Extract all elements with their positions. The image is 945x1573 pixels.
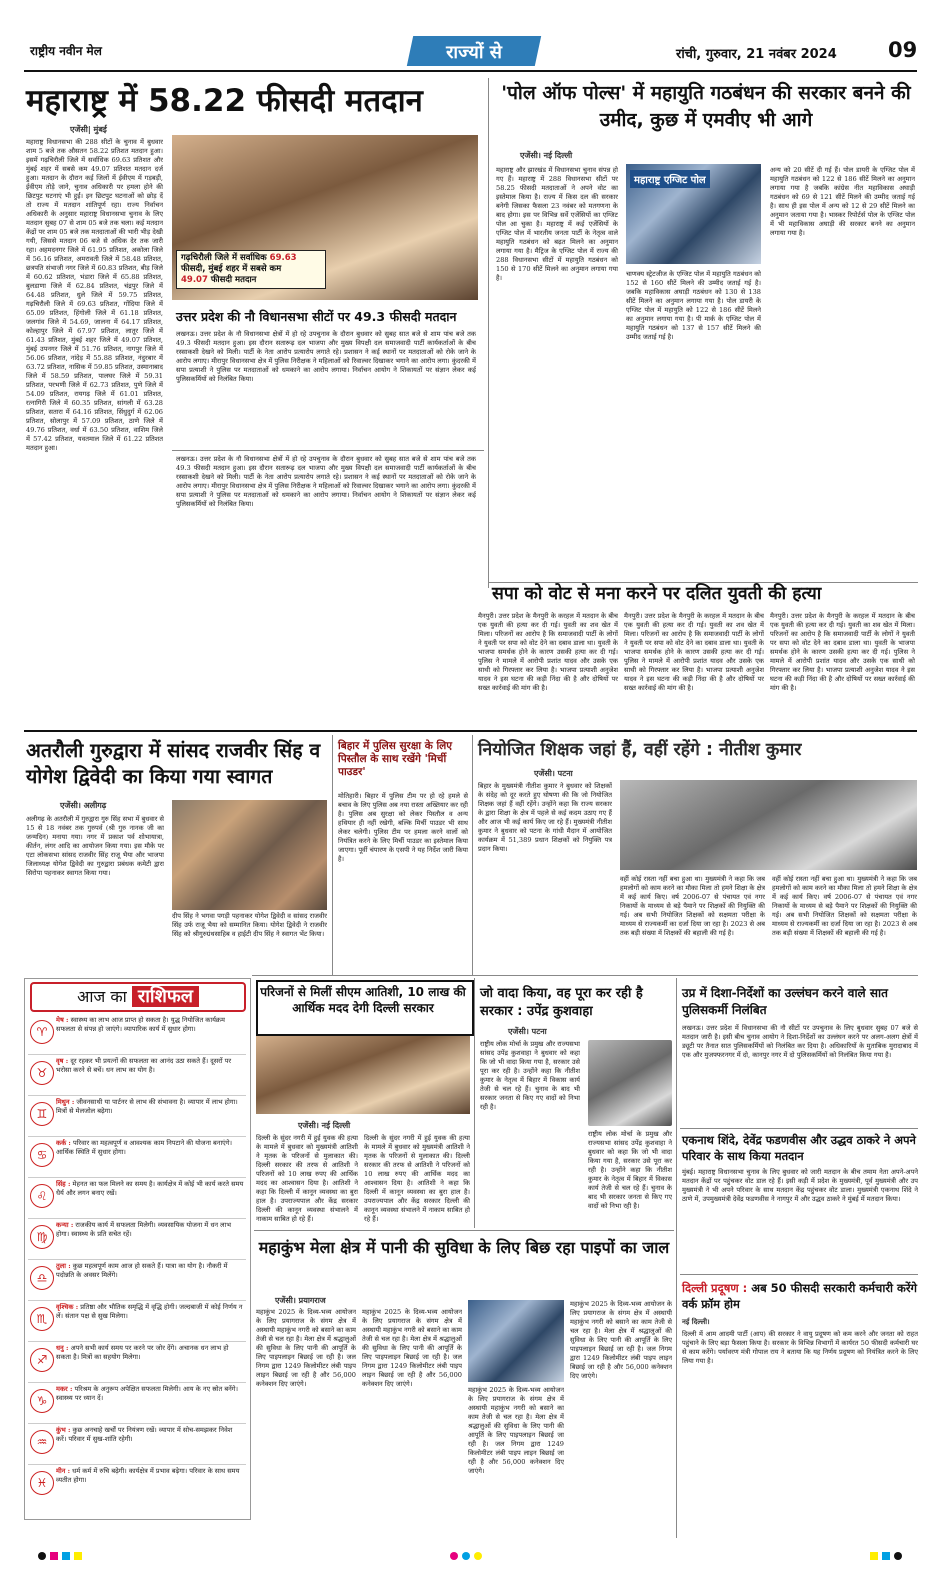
story-body-col2: वहीं कोई रास्ता नहीं बचा हुआ था। मुख्यमंत्री ने कहा कि जब हमलोगों को काम करने का मौका मिला तो हमने शिक्षा के क्षेत्र में कई कार्य किए। वर्ष 2006-07 से पंचायत एवं नगर निकायों के माध्यम से बड़े पैमाने पर शिक्षकों की नियुक्ति की गई। अब सभी नियोजित शिक्षकों को सक्षमता परीक्षा के माध्यम से राज्यकर्मी का दर्जा दिया जा रहा है। 2023 से अब तक बड़ी संख्या में शिक्षकों की बहाली की गई है।	[620, 875, 765, 937]
story-body-col4: महाकुंभ 2025 के दिव्य-भव्य आयोजन के लिए प्रयागराज के संगम क्षेत्र में अस्थायी महाकुंभ नगरी को बसाने का काम तेजी से चल रहा है। मेला क्षेत्र में श्रद्धालुओं की सुविधा के लिए पानी की आपूर्ति के लिए पाइपलाइन बिछाई जा रही है। जल निगम द्वारा 1249 किलोमीटर लंबी पाइप लाइन बिछाई जा रही है और 56,000 कनेक्शन दिए जाएंगे।	[570, 1300, 672, 1380]
story-body-continued: दीप सिंह ने भगवा पगड़ी पहनाकर योगेश द्विवेदी व सांसद राजवीर सिंह उर्फ राजू भैया को सम्मानित किया। योगेश द्विवेदी ने राजवीर सिंह को श्रीगुरुग्रंथसाहिब व हाईटी दीप सिंह ने स्वागत भेंट किया।	[172, 912, 327, 938]
rashi-text: दूर रहकर भी प्रयत्नों की सफलता का आनंद उठा सकते हैं। दूसरों पर भरोसा करने से बचें। धन लाभ का योग है।	[56, 1057, 232, 1074]
headline: बिहार में पुलिस सुरक्षा के लिए पिस्तौल के साथ रखेंगे 'मिर्ची पाउडर'	[338, 740, 453, 778]
headline: 'पोल ऑफ पोल्स' में महायुति गठबंधन की सरकार बनने की उमीद, कुछ में एमवीए भी आगे	[501, 82, 911, 131]
column-divider	[676, 978, 677, 1538]
gurudwara-photo	[172, 800, 327, 910]
rashi-name: सिंह :	[56, 1180, 71, 1188]
rashi-name: तुला :	[56, 1262, 71, 1270]
caption-line2: फीसदी, मुंबई शहर में सबसे कम	[181, 264, 282, 274]
story-body-col2: चाणक्य स्ट्रेटजीज के एग्जिट पोल में महायुति गठबंधन को 152 से 160 सीटें मिलने की उम्मीद जताई गई है। जबकि महाविकास अघाड़ी गठबंधन को 130 से 138 सीटें मिलने का अनुमान लगाया गया है। पोल डायरी के एग्जिट पोल में महायुति को 122 से 186 सीटें मिलने का अनुमान लगाया गया है। पी मार्क के एग्जिट पोल में महायुति गठबंधन को 137 से 157 सीटें मिलने की उम्मीद जताई गई है।	[626, 270, 761, 341]
rashi-divider	[28, 1177, 246, 1178]
rashi-divider	[28, 1423, 246, 1424]
headline-text: अब 50 फीसदी सरकारी कर्मचारी करेंगे वर्क फ्रॉम होम	[682, 1281, 918, 1311]
byline: एजेंसी| मुंबई	[70, 125, 107, 134]
delhi-wfh-body: दिल्ली में आम आदमी पार्टी (आप) की सरकार ने वायु प्रदूषण को कम करने और जनता को राहत पहुंचाने के लिए बड़ा फैसला किया है। सरकार के विभिन्न विभागों में कार्यरत 50 फीसदी कर्मचारी घर से काम करेंगे। पर्यावरण मंत्री गोपाल राय ने बताया कि यह निर्णय प्रदूषण को नियंत्रित करने के लिए लिया गया है।	[682, 1330, 918, 1365]
rashi-sign-icon: ♊	[30, 1102, 54, 1126]
rashi-entry	[56, 1467, 244, 1504]
rashi-name: मीन :	[56, 1467, 71, 1475]
rashi-divider	[28, 1136, 246, 1137]
divider	[680, 1274, 918, 1275]
headline: उप्र में दिशा-निर्देशों का उल्लंघन करने वाले सात पुलिसकर्मी निलंबित	[682, 986, 888, 1017]
headline: उत्तर प्रदेश की नौ विधानसभा सीटों पर 49.3 फीसदी मतदान	[176, 309, 457, 324]
rashi-name: मिथुन :	[56, 1098, 75, 1106]
caption-line3: फीसदी मतदान	[210, 275, 257, 285]
rashi-text: स्वास्थ्य का लाभ आज प्राप्त हो सकता है। युद्ध नियोजित कार्यक्रम सफलता से संपन्न हो जाएंगे। व्यापारिक कार्य में सुधार होगा।	[56, 1016, 225, 1033]
story-body: महाराष्ट्र विधानसभा की 288 सीटों के चुनाव में बुधवार शाम 5 बजे तक औसतन 58.22 प्रतिशत मतदान हुआ। इसमें गढ़चिरौली जिले में सर्वाधिक 69.63 प्रतिशत और मुंबई शहर में सबसे कम 49.07 प्रतिशत मतदान दर्ज हुआ। मतदान के दौरान कई जिलों में ईवीएम में गड़बड़ी, ईवीएम तोड़े जाने, चुनाव अधिकारी पर हमला होने की छिटपुट घटनाएं भी हुईं। इन छिटपुट घटनाओं को छोड़ दें तो राज्य में मतदान शांतिपूर्ण रहा। राज्य निर्वाचन अधिकारी के अनुसार महाराष्ट्र विधानसभा चुनाव के लिए मतदान सुबह 07 से शाम 05 बजे तक चला। कई मतदान केंद्रों पर शाम 05 बजे तक मतदाताओं की भारी भीड़ देखी गयी, जिससे मतदान 06 बजे से अधिक देर तक जारी रहा। अहमदनगर जिले में 61.95 प्रतिशत, अकोला जिले में 56.16 प्रतिशत, अमरावती जिले में 58.48 प्रतिशत, छत्रपति संभाजी नगर जिले में 60.83 प्रतिशत, बीड़ जिले में 60.62 प्रतिशत, भंडारा जिले में 65.88 प्रतिशत, बुलडाणा जिले में 62.84 प्रतिशत, चंद्रपुर जिले में 64.48 प्रतिशत, धुले जिले में 59.75 प्रतिशत, गढ़चिरौली जिले में 69.63 प्रतिशत, गोंदिया जिले में 65.09 प्रतिशत, हिंगोली जिले में 61.18 प्रतिशत, जलगांव जिले में 54.69, जालना में 64.17 प्रतिशत, कोल्हापुर जिले में 67.97 प्रतिशत, लातूर जिले में 61.43 प्रतिशत, मुंबई शहर जिले में 49.07 प्रतिशत, मुंबई उपनगर जिले में 51.76 प्रतिशत, नागपुर जिले में 56.06 प्रतिशत, नांदेड़ में 55.88 प्रतिशत, नंदुरबार में 63.72 प्रतिशत, नासिक में 59.85 प्रतिशत, उस्मानाबाद जिले में 58.59 प्रतिशत, पालघर जिले में 59.31 प्रतिशत, परभणी जिले में 62.73 प्रतिशत, पुणे जिले में 54.09 प्रतिशत, रायगढ़ जिले में 61.01 प्रतिशत, रत्नागिरी जिले में 60.35 प्रतिशत, सांगली में 63.28 प्रतिशत, सतारा में 64.16 प्रतिशत, सिंधुदुर्ग में 62.06 प्रतिशत, सोलापुर में 57.09 प्रतिशत, ठाणे जिले में 49.76 प्रतिशत, वर्धा में 63.50 प्रतिशत, वाशिम जिले में 57.42 प्रतिशत, यवतमाल जिले में 61.22 प्रतिशत मतदान हुआ।	[26, 138, 163, 452]
story-body: बिहार के मुख्यमंत्री नीतीश कुमार ने बुधवार को शिक्षकों के संदेह को दूर करते हुए घोषणा की कि जो नियोजित शिक्षक जहां हैं वहीं रहेंगे। उन्होंने कहा कि राज्य सरकार के द्वारा शिक्षा के क्षेत्र में पहले से कई कदम उठाए गए हैं और आज भी कई कार्य किए जा रहे हैं। मुख्यमंत्री नीतीश कुमार ने बुधवार को पटना के गांधी मैदान में आयोजित कार्यक्रम में 51,389 प्रधान शिक्षकों को नियुक्ति पत्र प्रदान किया।	[478, 782, 612, 853]
rashi-text: कुछ अनचाहे खर्चों पर नियंत्रण रखें। व्यापार में सोच-समझकर निवेश करें। परिवार में सुख-शांति रहेगी।	[56, 1426, 233, 1443]
byline: एजेंसी। अलीगढ़	[60, 801, 107, 810]
nitish-event-photo	[620, 780, 917, 870]
rashi-sign-icon: ♍	[30, 1225, 54, 1249]
rashi-sign-icon: ♉	[30, 1061, 54, 1085]
rashi-divider	[28, 1464, 246, 1465]
story-body-col1: महाकुंभ 2025 के दिव्य-भव्य आयोजन के लिए प्रयागराज के संगम क्षेत्र में अस्थायी महाकुंभ नगरी को बसाने का काम तेजी से चल रहा है। मेला क्षेत्र में श्रद्धालुओं की सुविधा के लिए पानी की आपूर्ति के लिए पाइपलाइन बिछाई जा रही है। जल निगम द्वारा 1249 किलोमीटर लंबी पाइप लाइन बिछाई जा रही है और 56,000 कनेक्शन दिए जाएंगे।	[256, 1308, 356, 1388]
rashi-sign-icon: ♈	[30, 1020, 54, 1044]
headline: जो वादा किया, वह पूरा कर रही है सरकार : उपेंद्र कुशवाहा	[480, 986, 643, 1019]
headline-prefix: दिल्ली प्रदूषण :	[682, 1281, 748, 1295]
kushwaha-photo	[588, 1040, 672, 1126]
reg-mark	[50, 1552, 58, 1560]
rashi-name: कुंभ :	[56, 1426, 71, 1434]
rashi-text: कुछ महत्वपूर्ण काम आज हो सकते हैं। यात्रा का योग है। नौकरी में पदोन्नति के अवसर मिलेंगे।	[56, 1262, 228, 1279]
rashi-sign-icon: ♓	[30, 1471, 54, 1495]
rashi-text: धर्म कर्म में रुचि बढ़ेगी। कार्यक्षेत्र में प्रभाव बढ़ेगा। परिवार के साथ समय व्यतीत होगा।	[56, 1467, 240, 1484]
rashi-name: वृष :	[56, 1057, 69, 1065]
byline: नई दिल्ली।	[682, 1318, 710, 1326]
rashi-text: अपने सभी कार्य समय पर करने पर जोर देंगे। अचानक धन लाभ हो सकता है। मित्रों का सहयोग मिलेगा।	[56, 1344, 229, 1361]
graphic-label: महाराष्ट्र एग्जिट पोल	[630, 170, 710, 188]
rashi-divider	[28, 1259, 246, 1260]
rashifal-main: राशिफल	[132, 986, 199, 1007]
headline: अतरौली गुरुद्वारा में सांसद राजवीर सिंह व योगेश द्विवेदी का किया गया स्वागत	[26, 739, 321, 788]
rashi-entry	[56, 1426, 244, 1463]
caption-num1: 69.63	[269, 253, 297, 263]
rashi-sign-icon: ♌	[30, 1184, 54, 1208]
rashifal-prefix: आज का	[77, 987, 127, 1006]
reg-mark	[870, 1552, 878, 1560]
rashi-divider	[28, 1382, 246, 1383]
rashi-text: परिवार का महत्वपूर्ण व आवश्यक काम निपटाने की योजना बनाएंगे। आर्थिक स्थिति में सुधार होगा।	[56, 1139, 233, 1156]
rashi-name: कन्या :	[56, 1221, 74, 1229]
reg-mark	[462, 1552, 470, 1560]
caption-num2: 49.07	[181, 275, 208, 285]
byline: एजेंसी। पटना	[534, 769, 573, 778]
rashi-text: राजकीय कार्य में सफलता मिलेगी। व्यवसायिक योजना में धन लाभ होगा। स्वास्थ्य के प्रति सचेत रहें।	[56, 1221, 231, 1238]
delhi-wfh-headline	[682, 1280, 918, 1312]
rashi-divider	[28, 1218, 246, 1219]
rashi-entry	[56, 1057, 244, 1094]
story-body-col2: महाकुंभ 2025 के दिव्य-भव्य आयोजन के लिए प्रयागराज के संगम क्षेत्र में अस्थायी महाकुंभ नगरी को बसाने का काम तेजी से चल रहा है। मेला क्षेत्र में श्रद्धालुओं की सुविधा के लिए पानी की आपूर्ति के लिए पाइपलाइन बिछाई जा रही है। जल निगम द्वारा 1249 किलोमीटर लंबी पाइप लाइन बिछाई जा रही है और 56,000 कनेक्शन दिए जाएंगे।	[362, 1308, 462, 1388]
byline: एजेंसी। नई दिल्ली	[298, 1121, 351, 1130]
story-body-col3: मैनपुरी। उत्तर प्रदेश के मैनपुरी के करहल में मतदान के बीच एक युवती की हत्या कर दी गई। युवती का शव खेत में मिला। परिजनों का आरोप है कि समाजवादी पार्टी के लोगों ने युवती पर सपा को वोट देने का दबाव डाला था। युवती के भाजपा समर्थक होने के कारण उसकी हत्या कर दी गई। पुलिस ने मामले में आरोपी प्रशांत यादव और उसके एक साथी को गिरफ्तार कर लिया है। भाजपा प्रत्याशी अनुजेश यादव ने इस घटना की कड़ी निंदा की है और दोषियों पर सख्त कार्रवाई की मांग की है।	[770, 612, 915, 692]
atishi-photo	[256, 1036, 470, 1114]
paper-name: राष्ट्रीय नवीन मेल	[30, 44, 102, 58]
rashi-divider	[28, 1300, 246, 1301]
story-body-col1: महाराष्ट्र और झारखंड में विधानसभा चुनाव संपन्न हो गए हैं। महाराष्ट्र में 288 विधानसभा सीटों पर 58.25 फीसदी मतदाताओं ने अपने वोट का इस्तेमाल किया है। राज्य में किस दल की सरकार बनेगी जिसका फैसला 23 नवंबर को मतगणना के बाद होगा। इस पर विभिन्न सर्वे एजेंसियों का एग्जिट पोल आ चुका है। महाराष्ट्र में कई एजेंसियों के एग्जिट पोल में भारतीय जनता पार्टी के नेतृत्व वाले महायुति गठबंधन को बढ़त मिलने का अनुमान लगाया गया है। मैट्रिज के एग्जिट पोल में राज्य की 288 विधानसभा सीटों में महायुति गठबंधन को 150 से 170 सीटें मिलने का अनुमान लगाया गया है।	[496, 166, 618, 282]
headline: सपा को वोट से मना करने पर दलित युवती की हत्या	[492, 584, 822, 604]
shinde-headline: एकनाथ शिंदे, देवेंद्र फडणवीस और उद्धव ठाकरे ने अपने परिवार के साथ किया मतदान	[682, 1133, 916, 1163]
story-body-continued: लखनऊ। उत्तर प्रदेश के नौ विधानसभा क्षेत्रों में हो रहे उपचुनाव के दौरान बुधवार को सुबह सात बजे से शाम पांच बजे तक 49.3 फीसदी मतदान हुआ। इस दौरान सतारूढ़ दल भाजपा और मुख्य विपक्षी दल समाजवादी पार्टी कार्यकर्ताओं के बीच रस्साकशी देखने को मिली। पार्टी के नेता आरोप प्रत्यारोप लगाते रहे। प्रशासन ने कई स्थानों पर मतदाताओं को रोके जाने के आरोप लगाए। मीरापुर विधानसभा क्षेत्र में पुलिस निरीक्षक ने महिलाओं को रिवाल्वर दिखाकर भगाने का आरोप लगा। कुंदरकी में सपा प्रत्याशी ने पुलिस पर मतदाताओं को धमकाने का आरोप लगाया। निर्वाचन आयोग ने शिकायतों पर संज्ञान लेकर कई पुलिसकर्मियों को निलंबित किया।	[176, 455, 476, 508]
rashi-entry	[56, 1385, 244, 1422]
rashi-name: धनु :	[56, 1344, 69, 1352]
reg-mark	[62, 1552, 70, 1560]
story-body-col2: दिल्ली के सुंदर नगरी में हुई युवक की हत्या के मामले में बुधवार को मुख्यमंत्री आतिशी ने मृतक के परिजनों से मुलाकात की। दिल्ली सरकार की तरफ से आतिशी ने परिजनों को 10 लाख रुपए की आर्थिक मदद का आश्वासन दिया है। आतिशी ने कहा कि दिल्ली में कानून व्यवस्था का बुरा हाल है। उपराज्यपाल और केंद्र सरकार दिल्ली की कानून व्यवस्था संभालने में नाकाम साबित हो रहे हैं।	[364, 1134, 470, 1223]
rashi-entry	[56, 1344, 244, 1381]
story-body-col3: वहीं कोई रास्ता नहीं बचा हुआ था। मुख्यमंत्री ने कहा कि जब हमलोगों को काम करने का मौका मिला तो हमने शिक्षा के क्षेत्र में कई कार्य किए। वर्ष 2006-07 से पंचायत एवं नगर निकायों के माध्यम से बड़े पैमाने पर शिक्षकों की नियुक्ति की गई। अब सभी नियोजित शिक्षकों को सक्षमता परीक्षा के माध्यम से राज्यकर्मी का दर्जा दिया जा रहा है। 2023 से अब तक बड़ी संख्या में शिक्षकों की बहाली की गई है।	[772, 875, 917, 937]
rashi-sign-icon: ♑	[30, 1389, 54, 1413]
rashi-name: वृश्चिक :	[56, 1303, 79, 1311]
rashifal-title	[30, 982, 246, 1012]
story-body-col1: मैनपुरी। उत्तर प्रदेश के मैनपुरी के करहल में मतदान के बीच एक युवती की हत्या कर दी गई। युवती का शव खेत में मिला। परिजनों का आरोप है कि समाजवादी पार्टी के लोगों ने युवती पर सपा को वोट देने का दबाव डाला था। युवती के भाजपा समर्थक होने के कारण उसकी हत्या कर दी गई। पुलिस ने मामले में आरोपी प्रशांत यादव और उसके एक साथी को गिरफ्तार कर लिया है। भाजपा प्रत्याशी अनुजेश यादव ने इस घटना की कड़ी निंदा की है और दोषियों पर सख्त कार्रवाई की मांग की है।	[478, 612, 618, 692]
rashi-text: जीवनसाथी या पार्टनर से लाभ की संभावना है। व्यापार में लाभ होगा। मित्रों से मेलजोल बढ़ेगा।	[56, 1098, 238, 1115]
story-body-col2: मैनपुरी। उत्तर प्रदेश के मैनपुरी के करहल में मतदान के बीच एक युवती की हत्या कर दी गई। युवती का शव खेत में मिला। परिजनों का आरोप है कि समाजवादी पार्टी के लोगों ने युवती पर सपा को वोट देने का दबाव डाला था। युवती के भाजपा समर्थक होने के कारण उसकी हत्या कर दी गई। पुलिस ने मामले में आरोपी प्रशांत यादव और उसके एक साथी को गिरफ्तार कर लिया है। भाजपा प्रत्याशी अनुजेश यादव ने इस घटना की कड़ी निंदा की है और दोषियों पर सख्त कार्रवाई की मांग की है।	[624, 612, 764, 692]
caption-line1: गढ़चिरौली जिले में सर्वाधिक	[181, 253, 267, 263]
divider	[488, 582, 918, 583]
shinde-body: मुंबई। महाराष्ट्र विधानसभा चुनाव के लिए बुधवार को जारी मतदान के बीच तमाम नेता अपने-अपने मतदान केंद्रों पर पहुंचकर वोट डाल रहे हैं। इसी कड़ी में प्रदेश के मुख्यमंत्री, पूर्व मुख्यमंत्री और उप मुख्यमंत्री ने भी अपने परिवार के साथ मतदान केंद्र पहुंचकर वोट डाला। मुख्यमंत्री एकनाथ शिंदे ने ठाणे में, उपमुख्यमंत्री देवेंद्र फडणवीस ने नागपुर में और उद्धव ठाकरे ने मुंबई में मतदान किया।	[682, 1168, 918, 1203]
reg-mark	[474, 1552, 482, 1560]
headline: महाकुंभ मेला क्षेत्र में पानी की सुविधा के लिए बिछ रहा पाइपों का जाल	[258, 1238, 670, 1257]
column-divider	[488, 78, 489, 588]
reg-mark	[882, 1552, 890, 1560]
column-divider	[332, 735, 333, 975]
section-rule	[24, 730, 917, 732]
rashi-text: मेहनत का फल मिलने का समय है। कार्यक्षेत्र में कोई भी कार्य करते समय धैर्य और लगन बनाए रखें।	[56, 1180, 244, 1197]
divider	[254, 1230, 674, 1231]
headline: नियोजित शिक्षक जहां हैं, वहीं रहेंगे : नीतीश कुमार	[478, 740, 802, 760]
rashi-divider	[28, 1341, 246, 1342]
headline: परिजनों से मिलीं सीएम आतिशी, 10 लाख की आर्थिक मदद देगी दिल्ली सरकार	[260, 985, 466, 1015]
column-divider	[474, 978, 475, 1228]
rashi-name: मेष :	[56, 1016, 69, 1024]
rashi-entry	[56, 1180, 244, 1217]
rashi-entry	[56, 1262, 244, 1299]
rashi-divider	[28, 1054, 246, 1055]
rashi-name: मकर :	[56, 1385, 73, 1393]
water-pipe-photo	[468, 1300, 564, 1382]
masthead-rule	[24, 70, 917, 72]
rashi-entry	[56, 1139, 244, 1176]
headline: महाराष्ट्र में 58.22 फीसदी मतदान	[26, 83, 423, 119]
reg-mark	[74, 1552, 82, 1560]
story-body-col1: दिल्ली के सुंदर नगरी में हुई युवक की हत्या के मामले में बुधवार को मुख्यमंत्री आतिशी ने मृतक के परिजनों से मुलाकात की। दिल्ली सरकार की तरफ से आतिशी ने परिजनों को 10 लाख रुपए की आर्थिक मदद का आश्वासन दिया है। आतिशी ने कहा कि दिल्ली में कानून व्यवस्था का बुरा हाल है। उपराज्यपाल और केंद्र सरकार दिल्ली की कानून व्यवस्था संभालने में नाकाम साबित हो रहे हैं।	[256, 1134, 358, 1223]
story-body: लखनऊ। उत्तर प्रदेश के नौ विधानसभा क्षेत्रों में हो रहे उपचुनाव के दौरान बुधवार को सुबह सात बजे से शाम पांच बजे तक 49.3 फीसदी मतदान हुआ। इस दौरान सतारूढ़ दल भाजपा और मुख्य विपक्षी दल समाजवादी पार्टी कार्यकर्ताओं के बीच रस्साकशी देखने को मिली। पार्टी के नेता आरोप प्रत्यारोप लगाते रहे। प्रशासन ने कई स्थानों पर मतदाताओं को रोके जाने के आरोप लगाए। मीरापुर विधानसभा क्षेत्र में पुलिस निरीक्षक ने महिलाओं को रिवाल्वर दिखाकर भगाने का आरोप लगा। कुंदरकी में सपा प्रत्याशी ने पुलिस पर मतदाताओं को धमकाने का आरोप लगाया। निर्वाचन आयोग ने शिकायतों पर संज्ञान लेकर कई पुलिसकर्मियों को निलंबित किया।	[176, 330, 476, 383]
rashi-sign-icon: ♎	[30, 1266, 54, 1290]
section-rule	[252, 975, 918, 976]
reg-mark	[894, 1552, 902, 1560]
rashi-sign-icon: ♒	[30, 1430, 54, 1454]
rashi-entry	[56, 1221, 244, 1258]
rashi-sign-icon: ♏	[30, 1307, 54, 1331]
story-body-col3: महाकुंभ 2025 के दिव्य-भव्य आयोजन के लिए प्रयागराज के संगम क्षेत्र में अस्थायी महाकुंभ नगरी को बसाने का काम तेजी से चल रहा है। मेला क्षेत्र में श्रद्धालुओं की सुविधा के लिए पानी की आपूर्ति के लिए पाइपलाइन बिछाई जा रही है। जल निगम द्वारा 1249 किलोमीटर लंबी पाइप लाइन बिछाई जा रही है और 56,000 कनेक्शन दिए जाएंगे।	[468, 1386, 564, 1475]
story-body-col3: अन्य को 20 सीटें दी गई हैं। पोल डायरी के एग्जिट पोल में महायुति गठबंधन को 122 से 186 सीटें मिलने का अनुमान लगाया गया है जबकि कांग्रेस नीत महाविकास अघाड़ी गठबंधन को 69 से 121 सीटें मिलने की उम्मीद जताई गई है। साथ ही इस पोल में अन्य को 12 से 29 सीटें मिलने का अनुमान जताया गया है। भास्कर रिपोर्टर्स पोल के एग्जिट पोल में भी महाविकास अघाड़ी की सरकार बनने का अनुमान लगाया गया है।	[770, 166, 915, 237]
rashi-entry	[56, 1016, 244, 1053]
byline: एजेंसी। प्रयागराज	[275, 1296, 326, 1305]
reg-mark	[38, 1552, 46, 1560]
reg-mark	[450, 1552, 458, 1560]
rashi-name: कर्क :	[56, 1139, 71, 1147]
rashi-entry	[56, 1303, 244, 1340]
rashi-sign-icon: ♋	[30, 1143, 54, 1167]
divider	[172, 450, 484, 451]
page-number: 09	[888, 38, 918, 62]
byline: एजेंसी। पटना	[508, 1027, 547, 1036]
column-divider	[472, 735, 473, 975]
rashi-sign-icon: ♐	[30, 1348, 54, 1372]
story-body: अलीगढ़ के अतरौली में गुरुद्वारा गुरु सिंह सभा में बुधवार से 15 से 18 नवंबर तक गुरुपर्व (श्री गुरु नानक जी का जन्मदिन) मनाया गया। नगर में प्रकाश पर्व शोभायात्रा, कीर्तन, लंगर आदि का आयोजन किया गया। इस मौके पर एटा लोकसभा सांसद राजवीर सिंह राजू भैया और भाजपा जिलाध्यक्ष योगेश द्विवेदी का गुरुद्वारा प्रबंधक कमेटी द्वारा सिरोपा पहनाकर स्वागत किया गया।	[26, 815, 164, 877]
story-body: राष्ट्रीय लोक मोर्चा के प्रमुख और राज्यसभा सांसद उपेंद्र कुशवाहा ने बुधवार को कहा कि जो भी वादा किया गया है, सरकार उसे पूरा कर रही है। उन्होंने कहा कि नीतीश कुमार के नेतृत्व में बिहार में विकास कार्य तेजी से चल रहे हैं। चुनाव के बाद भी सरकार जनता से किए गए वादों को निभा रही है।	[480, 1040, 580, 1111]
divider	[680, 1128, 918, 1129]
dateline: रांची, गुरुवार, 21 नवंबर 2024	[676, 47, 837, 62]
story-body: मोतिहारी। बिहार में पुलिस टीम पर हो रहे हमले से बचाव के लिए पुलिस अब नया रास्ता अख्तियार कर रही है। पुलिस अब सुरक्षा को लेकर पिस्तौल व अन्य हथियार ही नहीं रखेगी, बल्कि मिर्ची पाउडर भी साथ लेकर चलेगी। पुलिस टीम पर हमला करने वालों को नियंत्रित करने के लिए मिर्ची पाउडर का इस्तेमाल किया जाएगा। पूर्वी चंपारण के एसपी ने यह निर्देश जारी किया है।	[338, 792, 468, 863]
rashi-text: प्रतिष्ठा और भौतिक समृद्धि में वृद्धि होगी। जल्दबाजी में कोई निर्णय न लें। संतान पक्ष से सुख मिलेगा।	[56, 1303, 243, 1320]
rashi-entry	[56, 1098, 244, 1135]
byline: एजेंसी। नई दिल्ली	[520, 151, 573, 160]
story-body: लखनऊ। उत्तर प्रदेश में विधानसभा की नौ सीटों पर उपचुनाव के लिए बुधवार सुबह 07 बजे से मतदान जारी है। इसी बीच चुनाव आयोग ने दिशा-निर्देशों का उल्लंघन करने पर अलग-अलग क्षेत्रों में ड्यूटी पर तैनात सात पुलिसकर्मियों को निलंबित कर दिया है। अधिकारियों के मुताबिक मुरादाबाद में एक और मुजफ्फरनगर में दो, कानपुर नगर में दो पुलिसकर्मियों को निलंबित किया गया है।	[682, 1024, 918, 1059]
story-body-col2: राष्ट्रीय लोक मोर्चा के प्रमुख और राज्यसभा सांसद उपेंद्र कुशवाहा ने बुधवार को कहा कि जो भी वादा किया गया है, सरकार उसे पूरा कर रही है। उन्होंने कहा कि नीतीश कुमार के नेतृत्व में बिहार में विकास कार्य तेजी से चल रहे हैं। चुनाव के बाद भी सरकार जनता से किए गए वादों को निभा रही है।	[588, 1130, 672, 1210]
photo-caption	[176, 250, 326, 289]
section-title: राज्यों से	[446, 42, 502, 63]
rashi-text: परिश्रम के अनुरूप अपेक्षित सफलता मिलेगी। आय के नए स्रोत बनेंगे। स्वास्थ्य पर ध्यान दें।	[56, 1385, 238, 1402]
rashi-divider	[28, 1095, 246, 1096]
